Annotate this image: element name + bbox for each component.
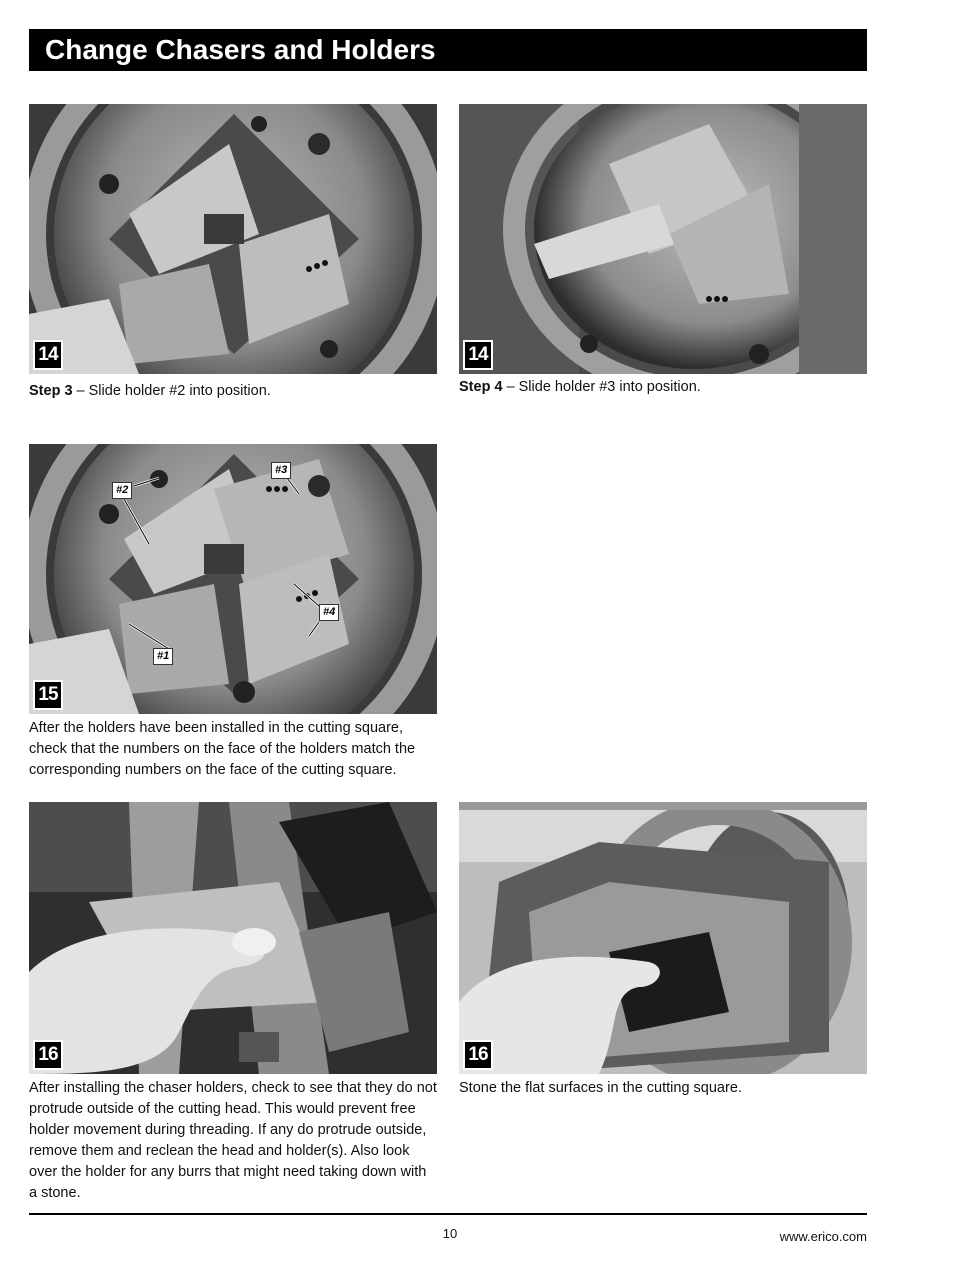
photo-step-4 bbox=[459, 104, 867, 374]
step-text: – Slide holder #2 into position. bbox=[72, 383, 271, 399]
caption-holder-numbers bbox=[29, 718, 437, 781]
page-number: 10 bbox=[442, 1226, 458, 1241]
step-badge: 16 bbox=[463, 1040, 493, 1070]
photo-chaser-hand-image bbox=[29, 802, 437, 1074]
photo-holder-numbers bbox=[29, 444, 437, 714]
title-bar bbox=[29, 29, 867, 71]
photo-cutting-head-image bbox=[29, 444, 437, 714]
caption-step-4 bbox=[459, 377, 867, 398]
caption-step-3 bbox=[29, 381, 437, 402]
callout-holder-4: #4 bbox=[319, 604, 339, 621]
step-badge: 14 bbox=[463, 340, 493, 370]
step-badge: 14 bbox=[33, 340, 63, 370]
step-label: Step 4 bbox=[459, 379, 503, 395]
photo-stone bbox=[459, 802, 867, 1074]
caption-text: After installing the chaser holders, check to see that they do not protrude outside of the cutting head. This would prevent free holder movement during threading. If any do protrude outside, remove them and reclean the head and holder(s). Also look over the holder for any burrs that might need taking down with a stone. bbox=[29, 1080, 437, 1201]
photo-cutting-head-image bbox=[459, 104, 867, 374]
photo-stone-image bbox=[459, 802, 867, 1074]
website-link[interactable]: www.erico.com bbox=[779, 1229, 867, 1244]
step-text: – Slide holder #3 into position. bbox=[502, 379, 701, 395]
caption-stone bbox=[459, 1078, 867, 1099]
photo-cutting-head-image bbox=[29, 104, 437, 374]
photo-step-3 bbox=[29, 104, 437, 374]
callout-holder-3: #3 bbox=[271, 462, 291, 479]
step-badge: 15 bbox=[33, 680, 63, 710]
caption-text: Stone the flat surfaces in the cutting square. bbox=[459, 1080, 742, 1096]
callout-holder-2: #2 bbox=[112, 482, 132, 499]
step-badge: 16 bbox=[33, 1040, 63, 1070]
callout-holder-1: #1 bbox=[153, 648, 173, 665]
photo-chaser-check bbox=[29, 802, 437, 1074]
step-label: Step 3 bbox=[29, 383, 73, 399]
page-title: Change Chasers and Holders bbox=[45, 34, 436, 65]
footer-divider bbox=[29, 1213, 867, 1215]
caption-text: After the holders have been installed in the cutting square, check that the numbers on the face of the holders match the corresponding numbers on the face of the cutting square. bbox=[29, 720, 416, 778]
caption-chaser-check bbox=[29, 1078, 437, 1204]
